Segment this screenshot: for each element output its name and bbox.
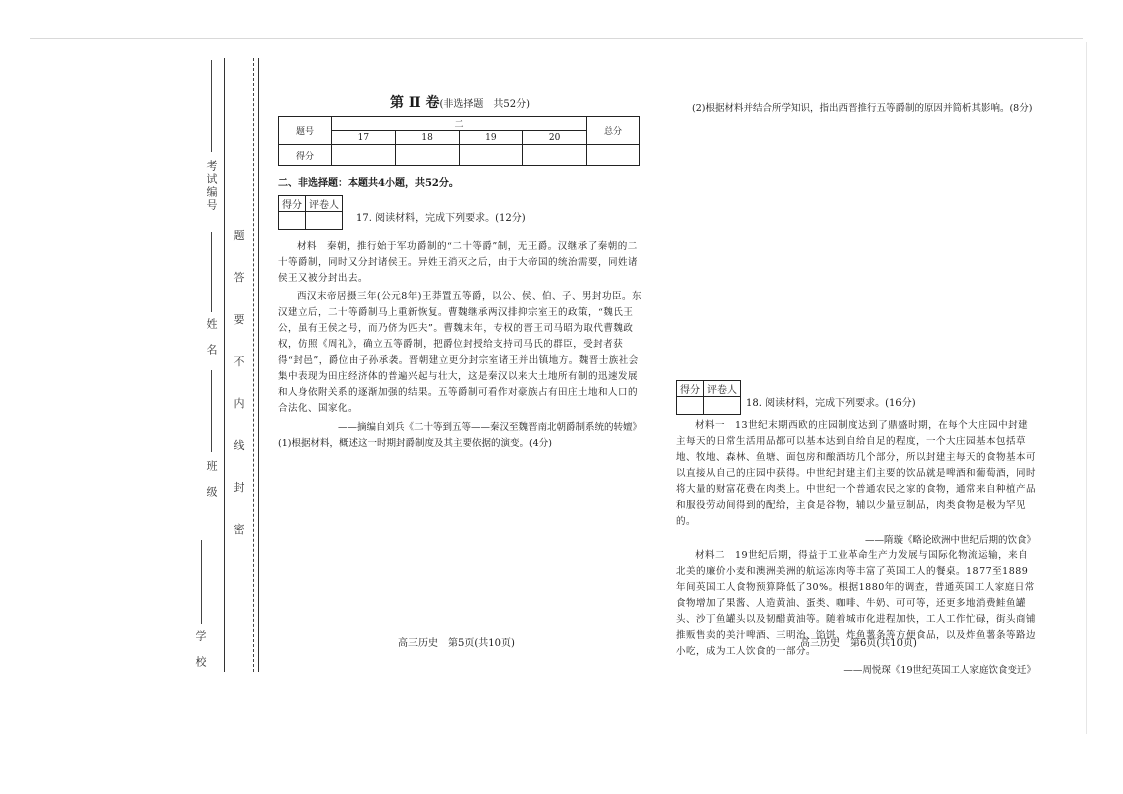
score-table-score-label: 得分 <box>279 145 332 166</box>
seal-char: 题 <box>233 229 245 242</box>
seal-line-notice <box>231 215 247 551</box>
score-table-qnum: 17 <box>332 131 396 145</box>
grader-box-17 <box>278 195 343 230</box>
grader-score-label: 得分 <box>677 381 704 397</box>
grader-score-cell[interactable] <box>677 397 704 415</box>
binding-line-inner <box>224 58 225 672</box>
question-17-material-p1: 材料 秦朝，推行始于军功爵制的“二十等爵”制，无王爵。汉继承了秦朝的二十等爵制，同时又分封诸侯王。异姓王消灭之后，由于大帝国的统治需要，同姓诸侯王又被分封出去。 <box>278 241 639 284</box>
grader-name-cell[interactable] <box>306 212 343 230</box>
question-18-material-2-source: ——周悦琛《19世纪英国工人家庭饮食变迁》 <box>843 665 1036 676</box>
school-label: 学 校 <box>194 630 207 669</box>
grader-box-18 <box>676 380 741 415</box>
name-label: 姓 名 <box>205 318 218 357</box>
question-17-material-p2: 西汉末帝居摄三年(公元8年)王莽置五等爵，以公、侯、伯、子、男封功臣。东汉建立后，二十等爵制马上重新恢复。曹魏继承两汉排抑宗室王的政策，“魏氏王公，虽有王侯之号，而乃侪为匹夫”。曹魏末年，专权的晋王司马昭为取代曹魏政权，仿照《周礼》，确立五等爵制，把爵位封授给支持司马氏的群臣，受封者获得“封邑”，爵位由子孙承袭。晋朝建立更分封宗室诸王并出镇地方。魏晋士族社会集中表现为田庄经济体的普遍兴起与壮大，这是秦汉以来大土地所有制的迅速发展和人身依附关系的逐渐加强的结果。五等爵制可看作对豪族占有田庄土地和人口的合法化、国家化。 <box>278 291 642 414</box>
score-table-qnum: 19 <box>459 131 523 145</box>
scan-edge-right <box>1086 42 1087 734</box>
name-field[interactable] <box>211 232 212 312</box>
scan-edge-top <box>30 38 1083 39</box>
question-18-material-1-source: ——隋璇《略论欧洲中世纪后期的饮食》 <box>864 535 1036 546</box>
grader-name-label: 评卷人 <box>306 196 343 212</box>
score-table-qnum: 20 <box>523 131 587 145</box>
score-cell-total[interactable] <box>587 145 640 166</box>
page-5-footer: 高三历史 第5页(共10页) <box>398 638 515 649</box>
question-17-part-1: (1)根据材料，概述这一时期封爵制度及其主要依据的演变。(4分) <box>278 438 552 449</box>
binding-line-outer <box>258 58 259 672</box>
question-17-title: 17. 阅读材料，完成下列要求。(12分) <box>356 213 526 224</box>
section-title-sub: (非选择题 共52分) <box>439 99 531 110</box>
page-6-footer: 高三历史 第6页(共10页) <box>800 638 917 649</box>
seal-char: 封 <box>233 481 245 494</box>
score-table-group: 二 <box>332 117 587 131</box>
page-6 <box>672 100 1056 114</box>
grader-score-label: 得分 <box>279 196 306 212</box>
score-cell[interactable] <box>395 145 459 166</box>
score-table <box>278 116 640 166</box>
question-17-source: ——摘编自刘兵《二十等到五等——秦汉至魏晋南北朝爵制系统的转嬗》 <box>337 422 642 433</box>
class-field[interactable] <box>211 370 212 452</box>
score-cell[interactable] <box>332 145 396 166</box>
class-label: 班 级 <box>205 460 218 499</box>
score-table-header: 题号 <box>279 117 332 145</box>
seal-char: 线 <box>233 439 245 452</box>
question-18-title: 18. 阅读材料，完成下列要求。(16分) <box>746 398 916 409</box>
question-17-part-2: (2)根据材料并结合所学知识，指出西晋推行五等爵制的原因并简析其影响。(8分) <box>692 103 1033 114</box>
grader-name-label: 评卷人 <box>704 381 741 397</box>
question-18-material-2: 材料二 19世纪后期，得益于工业革命生产力发展与国际化物流运输，来自北美的廉价小麦和澳洲美洲的航运冻肉等丰富了英国工人的餐桌。1877至1889年间英国工人食物预算降低了30%。根据1880年的调查，普通英国工人家庭日常食物增加了果酱、人造黄油、蛋类、咖啡、牛奶、可可等，还更多地消费鲑鱼罐头、沙丁鱼罐头以及韧醋黄油等。随着城市化进程加快，工人工作忙碌，街头商铺推贩售卖的美汁啤酒、三明治、馅饼、炸鱼薯条等方便食品，以及炸鱼薯条等路边小吃，成为工人饮食的一部分。 <box>676 550 1037 657</box>
exam-number-field[interactable] <box>211 60 212 152</box>
score-table-qnum: 18 <box>395 131 459 145</box>
seal-char: 密 <box>233 523 245 536</box>
seal-char: 不 <box>233 355 245 368</box>
grader-score-cell[interactable] <box>279 212 306 230</box>
binding-line-dashed <box>253 58 254 672</box>
seal-char: 内 <box>233 397 245 410</box>
question-18-material-1: 材料一 13世纪末期西欧的庄园制度达到了鼎盛时期，在每个大庄园中封建主每天的日常生活用品都可以基本达到自给自足的程度，一个大庄园基本包括草地、牧地、森林、鱼塘、面包房和酿酒坊几个部分，所以封建主每天的食物基本可以直接从自己的庄园中获得。中世纪封建主们主要的饮品就是啤酒和葡萄酒，同时将大量的财富花费在肉类上。中世纪一个普通农民之家的食物，通常来自种植产品和服役劳动间得到的配给，主食是谷物，辅以少量豆制品，肉类食物是极为罕见的。 <box>676 420 1037 527</box>
section-title <box>268 92 652 112</box>
page-5 <box>268 92 652 449</box>
seal-char: 要 <box>233 313 245 326</box>
seal-char: 答 <box>233 271 245 284</box>
exam-number-label: 考试编号 <box>205 160 218 212</box>
score-cell[interactable] <box>523 145 587 166</box>
score-table-total-header: 总分 <box>587 117 640 145</box>
part-heading: 二、非选择题：本题共4小题，共52分。 <box>278 178 459 189</box>
grader-name-cell[interactable] <box>704 397 741 415</box>
section-title-main: 第 Ⅱ 卷 <box>389 95 440 111</box>
score-cell[interactable] <box>459 145 523 166</box>
school-field[interactable] <box>201 540 202 624</box>
